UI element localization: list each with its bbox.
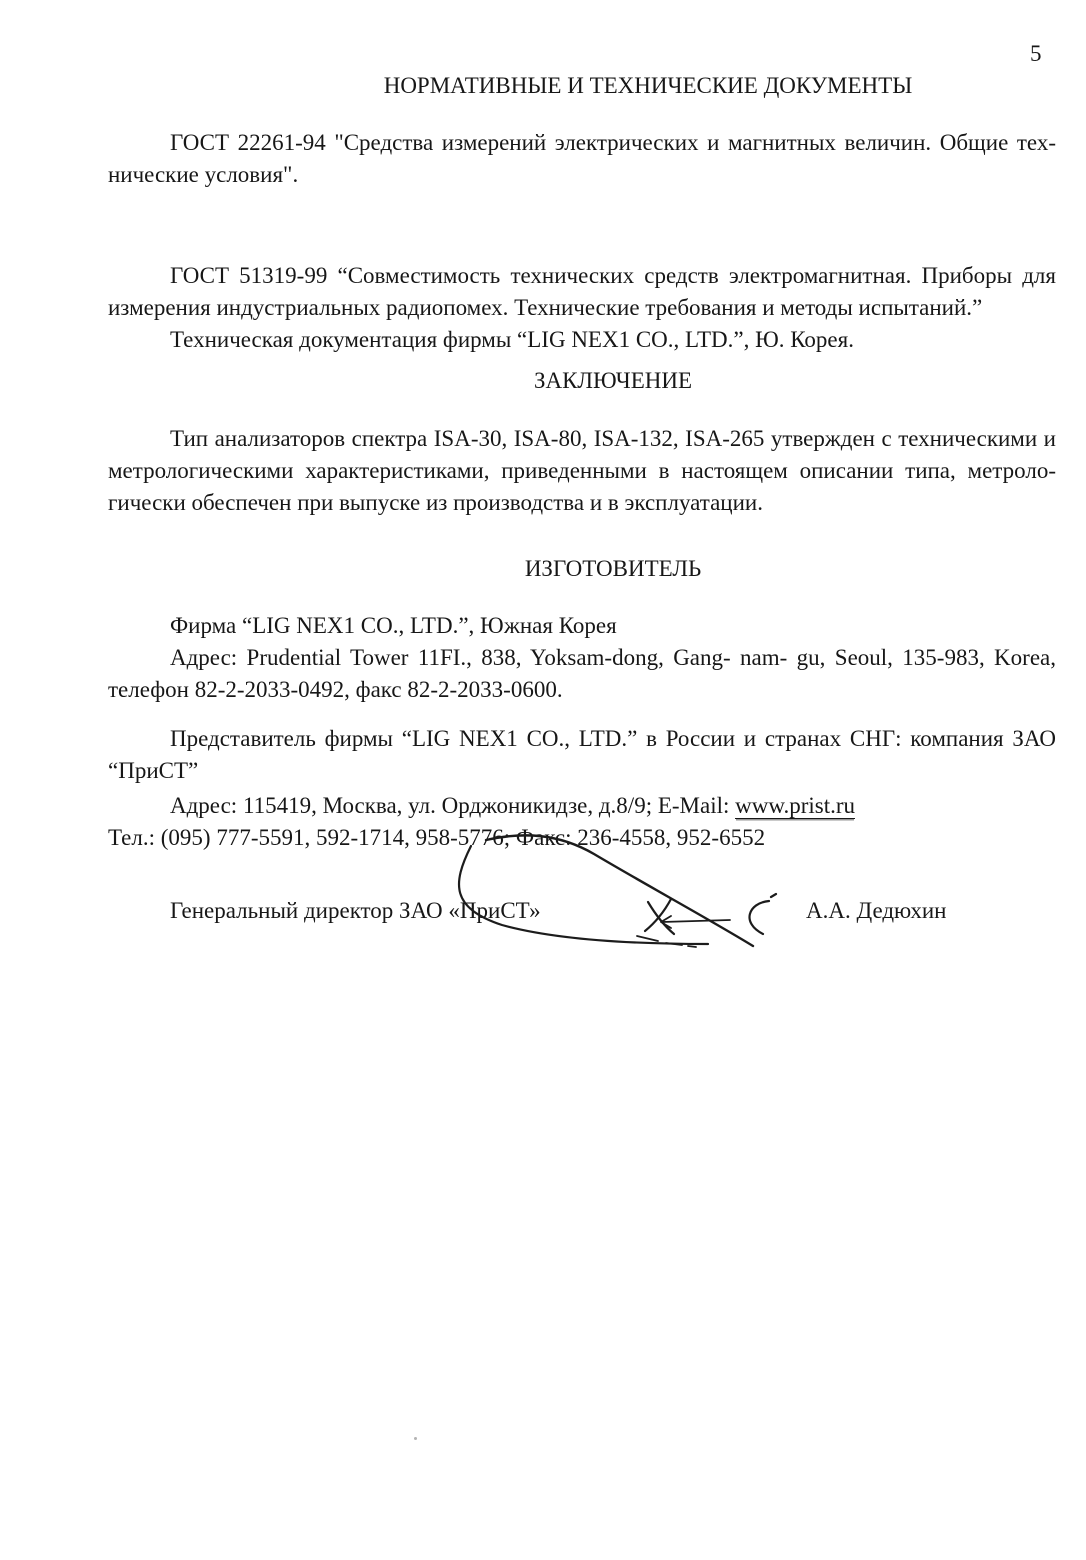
page-number: 5 [1030, 41, 1042, 66]
representative-address-text: Адрес: 115419, Москва, ул. Орджоникидзе, д.8/9; E-Mail: [170, 793, 736, 818]
paragraph-technical-documentation: Техническая документация фирмы “LIG NEX1 CO., LTD.”, Ю. Корея. [170, 327, 854, 352]
signature-under-dashes [637, 936, 696, 947]
section-heading-manufacturer: ИЗГОТОВИТЕЛЬ [524, 556, 702, 581]
paragraph-firm-address: Адрес: Prudential Tower 11FI., 838, Yoksam-dong, Gang- nam- gu, Seoul, 135-983, Korea, телефон 82-2-2033-0492, факс 82-2-2033-0600. [108, 645, 1056, 702]
paragraph-gost-22261: ГОСТ 22261-94 "Средства измерений электрических и магнитных величин. Общие технические условия". [108, 130, 1056, 187]
signature-row [108, 895, 1056, 935]
prist-website-link[interactable]: www.prist.ru [735, 793, 856, 818]
paragraph-gost-51319: ГОСТ 51319-99 “Совместимость технических средств электромагнитная. Приборы для измерения индустриальных радиопомех. Технические требования и методы испытаний.” [108, 263, 1056, 320]
document-title: НОРМАТИВНЫЕ И ТЕХНИЧЕСКИЕ ДОКУМЕНТЫ [383, 73, 913, 98]
section-heading-conclusion: ЗАКЛЮЧЕНИЕ [533, 368, 693, 393]
paragraph-representative: Представитель фирмы “LIG NEX1 CO., LTD.” в России и странах СНГ: компания ЗАО “ПриСТ” [108, 726, 1056, 783]
paragraph-representative-address [108, 790, 1056, 822]
paragraph-firm-name: Фирма “LIG NEX1 CO., LTD.”, Южная Корея [170, 613, 617, 638]
paragraph-conclusion: Тип анализаторов спектра ISA-30, ISA-80, ISA-132, ISA-265 утвержден с техническими и метрологическими характеристиками, приведенными в настоящем описании типа, метрологически обеспечен при выпуске из производства и в эксплуатации. [108, 426, 1056, 515]
paragraph-representative-phone: Тел.: (095) 777-5591, 592-1714, 958-5776; Факс: 236-4558, 952-6552 [108, 825, 766, 850]
signer-name: А.А. Дедюхин [806, 898, 947, 923]
signer-title: Генеральный директор ЗАО «ПриСТ» [170, 898, 541, 923]
scan-artifact-dot [414, 1437, 417, 1440]
